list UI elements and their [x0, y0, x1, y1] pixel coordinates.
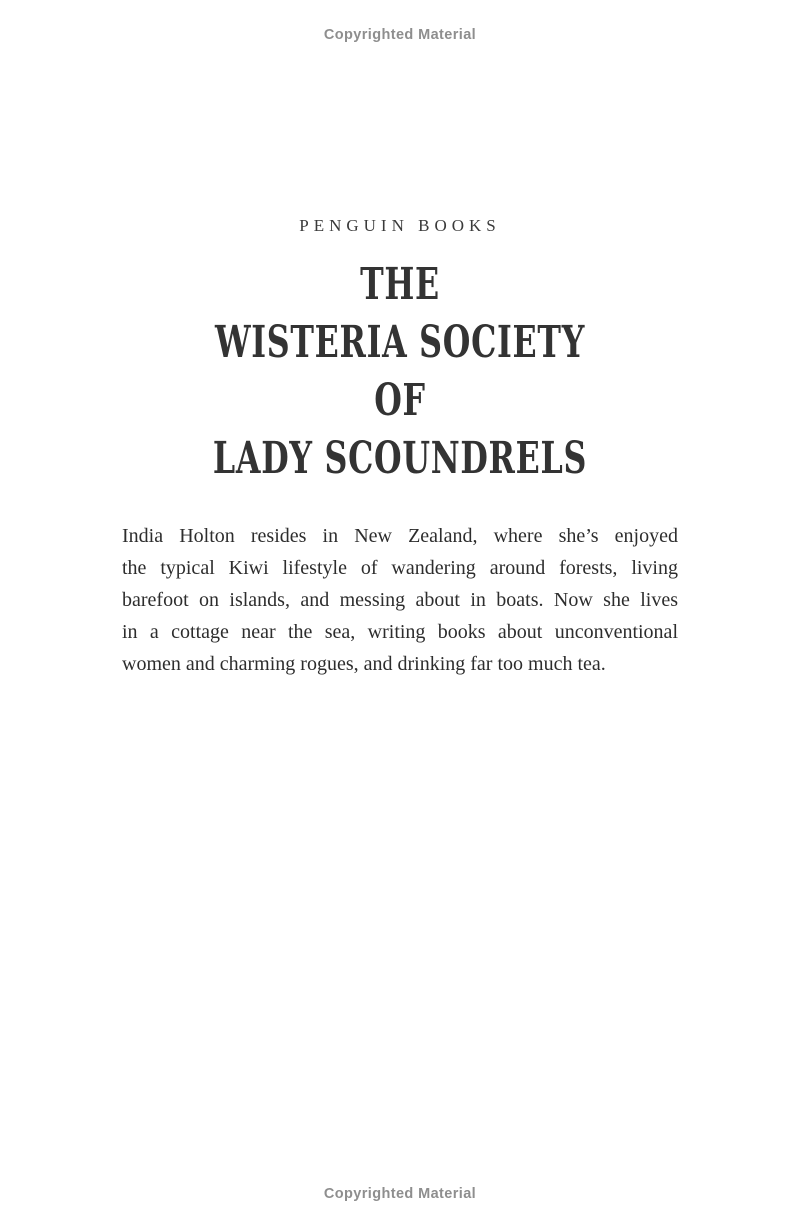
copyright-banner-bottom: Copyrighted Material: [323, 1186, 477, 1202]
book-title-line-2: WISTERIA SOCIETY: [214, 317, 586, 368]
book-title-line-1: THE: [360, 259, 440, 310]
author-bio-line-3: barefoot on islands, and messing about in boats. Now she lives: [122, 589, 678, 611]
book-title-line-4: LADY SCOUNDRELS: [212, 433, 588, 484]
author-bio-line-4: in a cottage near the sea, writing books about unconventional: [122, 621, 678, 643]
author-bio-line-2: the typical Kiwi lifestyle of wandering around forests, living: [122, 557, 678, 579]
book-title: [0, 256, 800, 488]
author-bio-line-1: India Holton resides in New Zealand, where she’s enjoyed: [122, 525, 678, 547]
author-bio: [122, 520, 678, 680]
book-title-line-3: OF: [374, 375, 426, 426]
author-bio-line-5: women and charming rogues, and drinking far too much tea.: [122, 653, 606, 675]
copyright-banner-top: Copyrighted Material: [323, 27, 477, 43]
publisher-imprint: PENGUIN BOOKS: [299, 216, 501, 235]
